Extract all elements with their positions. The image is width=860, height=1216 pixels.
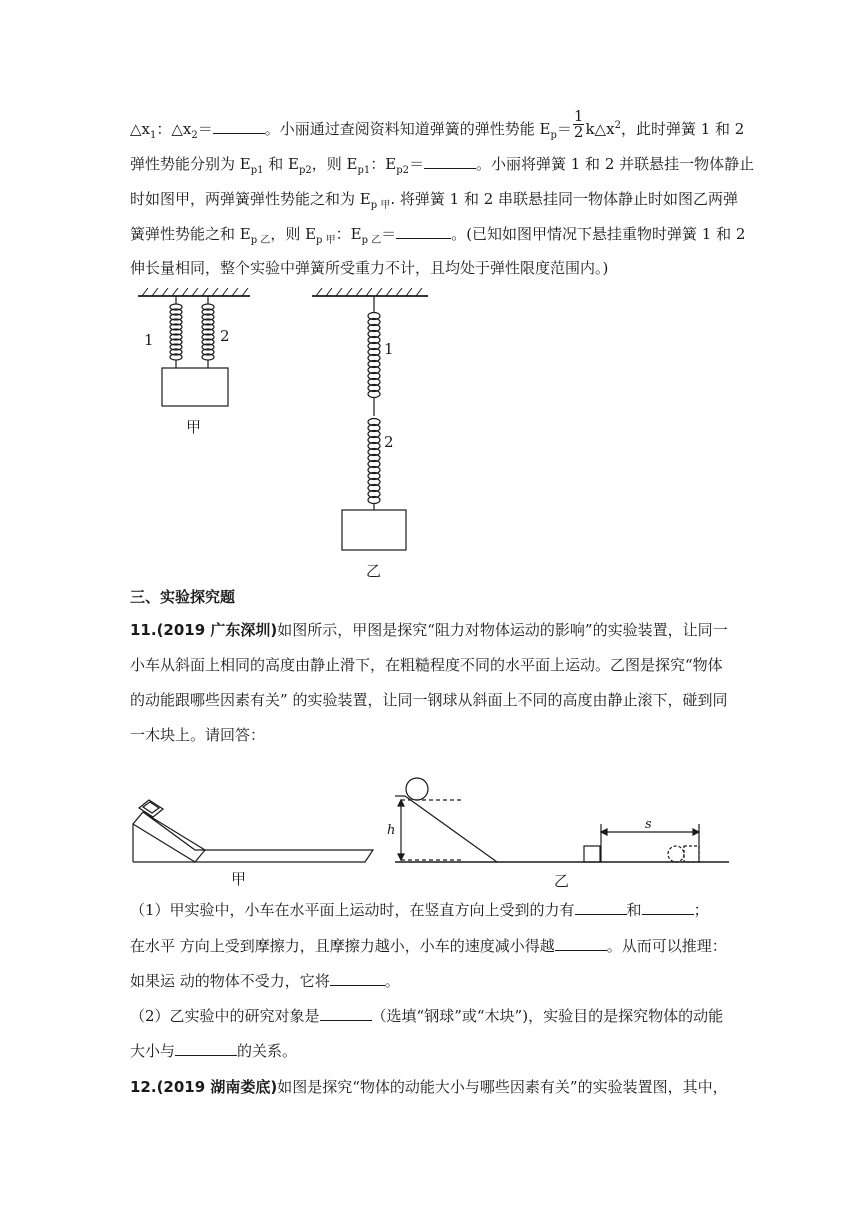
q11-line-4: 一木块上。请回答： xyxy=(130,726,266,744)
fraction-one-half: $\frac{1}{2}$ xyxy=(573,106,584,141)
section-title: 三、实验探究题 xyxy=(130,588,236,606)
answer-blank xyxy=(575,900,627,915)
distance-label: s xyxy=(645,817,652,832)
answer-blank xyxy=(555,936,607,951)
answer-blank xyxy=(320,1006,372,1021)
ball-incline-apparatus xyxy=(395,778,729,862)
caption-yi-2: 乙 xyxy=(554,872,570,890)
answer-blank xyxy=(213,119,265,134)
answer-blank xyxy=(330,971,385,986)
toy-cart xyxy=(139,800,163,817)
answer-blank xyxy=(642,900,694,915)
wood-block xyxy=(584,846,600,862)
answer-blank xyxy=(424,154,476,169)
caption-jia: 甲 xyxy=(186,418,202,436)
text-line-1: $\triangle x_1$：$\triangle x_2=$ 。小丽通过查阅资料知道弹簧的弹性势能 $E_p=$ $\frac{1}{2}$ $k\triangle x^2$，此时弹簧 1 和 2 xyxy=(130,106,745,141)
q11-part1-line-3: 如果运 动的物体不受力，它将 。 xyxy=(130,972,400,990)
cart-incline-apparatus xyxy=(133,800,373,862)
q11-line-2: 小车从斜面上相同的高度由静止滑下，在粗糙程度不同的水平面上运动。乙图是探究“物体 xyxy=(130,656,723,674)
spring-figure xyxy=(120,286,440,586)
answer-blank xyxy=(175,1041,237,1056)
block-jia xyxy=(162,368,228,406)
height-label: h xyxy=(387,823,396,838)
text-line-2: 弹性势能分别为 $E_{p1}$ 和 $E_{p2}$，则 $E_{p1}$：$E_{p2}=$ 。小丽将弹簧 1 和 2 并联悬挂一物体静止 xyxy=(130,155,755,176)
block-final-position xyxy=(668,846,684,862)
spring-2-label: 2 xyxy=(220,327,230,345)
q11-part2-line-2: 大小与 的关系。 xyxy=(130,1042,298,1060)
caption-yi: 乙 xyxy=(366,562,382,580)
block-yi xyxy=(342,510,406,550)
answer-blank xyxy=(396,224,451,239)
spring-1-label: 1 xyxy=(144,331,154,349)
spring-2-yi xyxy=(368,419,380,511)
caption-jia-2: 甲 xyxy=(231,870,247,888)
q11-part1-line-1: （1）甲实验中，小车在水平面上运动时，在竖直方向上受到的力有 和 ； xyxy=(130,901,709,919)
text-line-4: 簧弹性势能之和 $E_{p 乙}$，则 $E_{p 甲}$：$E_{p 乙}=$ 。(已知如图甲情况下悬挂重物时弹簧 1 和 2 xyxy=(130,225,746,246)
spring-1-label-yi: 1 xyxy=(384,340,394,358)
text-line-5: 伸长量相同，整个实验中弹簧所受重力不计，且均处于弹性限度范围内。) xyxy=(130,259,609,277)
text-line-3: 时如图甲，两弹簧弹性势能之和为 $E_{p 甲}$. 将弹簧 1 和 2 串联悬挂同一物体静止时如图乙两弹 xyxy=(130,190,739,211)
q11-part1-line-2: 在水平 方向上受到摩擦力，且摩擦力越小，小车的速度减小得越 。从而可以推理： xyxy=(130,937,727,955)
spring-1-jia xyxy=(170,296,182,368)
spring-2-label-yi: 2 xyxy=(384,433,394,451)
q11-line-3: 的动能跟哪些因素有关” 的实验装置，让同一钢球从斜面上不同的高度由静止滚下，碰到同 xyxy=(130,691,728,709)
q11-part2-line-1: （2）乙实验中的研究对象是 （选填“钢球”或“木块”)，实验目的是探究物体的动能 xyxy=(130,1007,724,1025)
q11-line-1: 11.(2019 广东深圳)如图所示，甲图是探究“阻力对物体运动的影响”的实验装置，让同一 xyxy=(130,621,728,639)
incline-figure xyxy=(125,772,735,890)
q12-line-1: 12.(2019 湖南娄底)如图是探究“物体的动能大小与哪些因素有关”的实验装置图，其中， xyxy=(130,1078,728,1096)
steel-ball xyxy=(406,778,428,800)
spring-1-yi xyxy=(368,296,380,416)
spring-2-jia xyxy=(202,296,214,368)
